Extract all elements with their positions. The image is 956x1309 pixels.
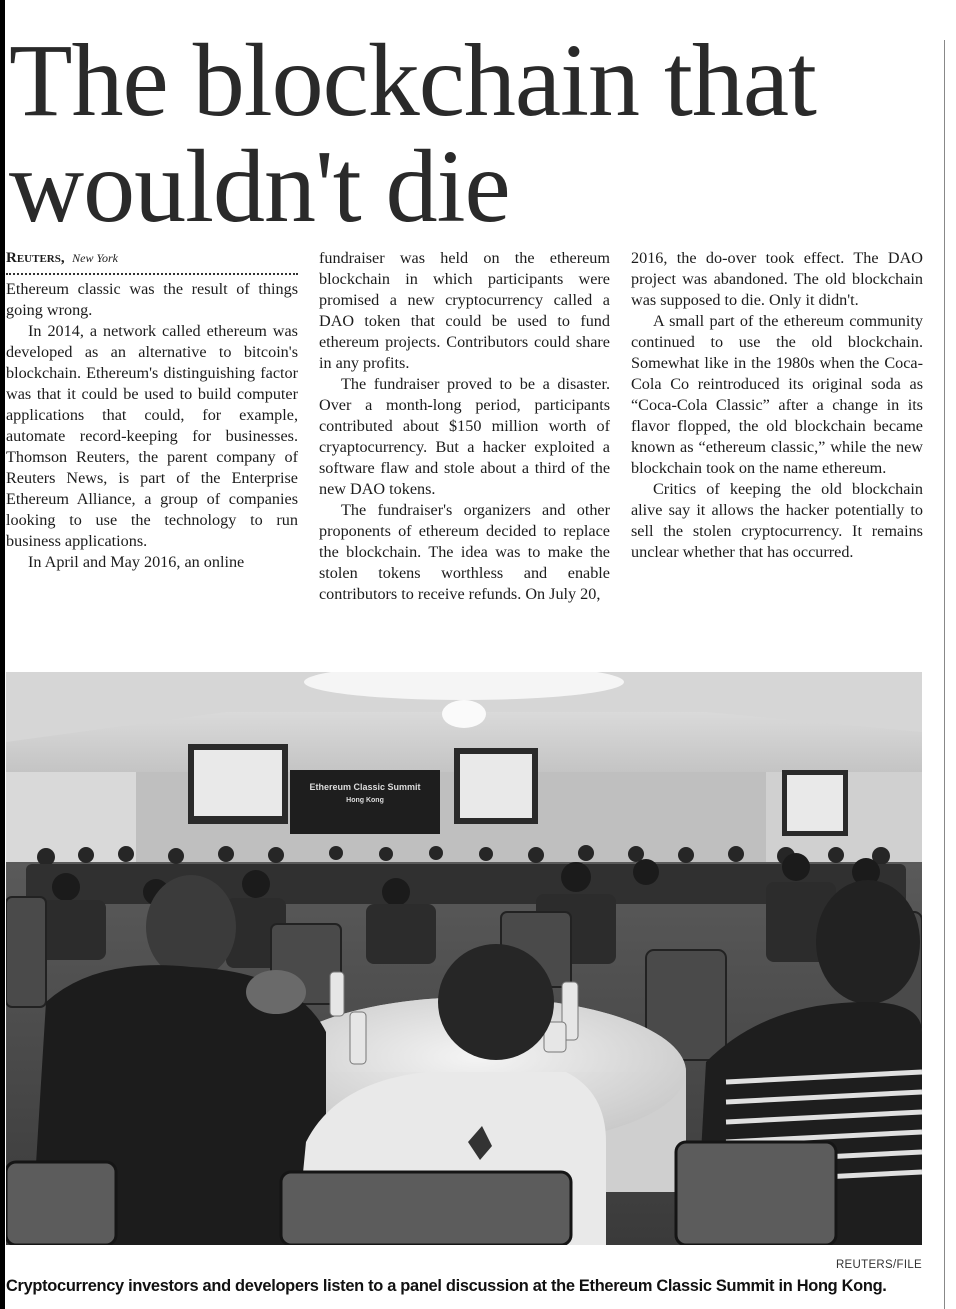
photo-caption: Cryptocurrency investors and developers listen to a panel discussion at the Ethereum Classic Summit in Hong Kong. [6, 1277, 887, 1295]
banner-text-2: Hong Kong [346, 797, 384, 804]
conference-photo [6, 672, 922, 1245]
article-column-3 [631, 248, 923, 563]
headline [9, 23, 939, 244]
article-column-2 [319, 248, 610, 605]
byline [6, 248, 298, 275]
paragraph: A small part of the ethereum community continued to use the old blockchain. Somewhat like in the 1980s when the Coca-Cola Co reintroduced its original soda as “Coca-Cola Classic” after a change in its flavor flopped, the old blockchain became known as “ethereum classic,” while the new blockchain took on the name ethereum. [631, 312, 923, 477]
headline-line-1: The blockchain that [9, 23, 816, 138]
article-column-1 [6, 248, 298, 573]
paragraph: In 2014, a network called ethereum was developed as an alternative to bitcoin's blockchain. Ethereum's distinguishing factor was that it could be used to build computer applications that could, for example, automate record-keeping for businesses. Thomson Reuters, the parent company of Reuters News, is part of the Enterprise Ethereum Alliance, a group of companies looking to use the technology to run business applications. [6, 322, 298, 550]
paragraph: Ethereum classic was the result of things going wrong. [6, 280, 298, 319]
left-margin-bar [0, 0, 5, 1309]
paragraph: The fundraiser proved to be a disaster. Over a month-long period, participants contributed about $150 million worth of cryaptocurrency. But a hacker exploited a software flaw and stole about a third of the new DAO tokens. [319, 375, 610, 498]
paragraph: Critics of keeping the old blockchain alive say it allows the hacker potentially to sell the stolen cryptocurrency. It remains unclear whether that has occurred. [631, 480, 923, 561]
headline-line-2: wouldn't die [9, 129, 510, 244]
paragraph: 2016, the do-over took effect. The DAO project was abandoned. The old blockchain was supposed to die. Only it didn't. [631, 249, 923, 309]
paragraph: In April and May 2016, an online [28, 553, 245, 571]
photo-credit: REUTERS/FILE [835, 1259, 922, 1271]
byline-agency: Reuters, [6, 250, 65, 266]
paragraph: fundraiser was held on the ethereum blockchain in which participants were promised a new cryptocurrency called a DAO token that could be used to fund ethereum projects. Contributors could share in any profits. [319, 249, 610, 372]
column-divider-rule [944, 40, 945, 1309]
paragraph: The fundraiser's organizers and other proponents of ethereum decided to replace the blockchain. The idea was to make the stolen tokens worthless and enable contributors to receive refunds. On July 20, [319, 501, 610, 603]
banner-text-1: Ethereum Classic Summit [309, 782, 421, 792]
byline-place: New York [72, 251, 119, 265]
